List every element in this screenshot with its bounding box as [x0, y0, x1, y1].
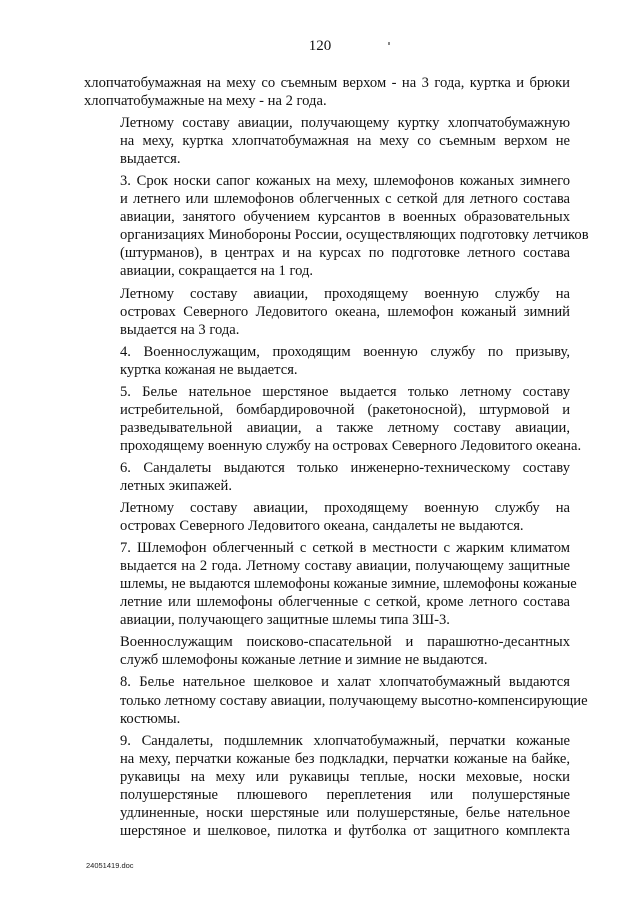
text-line: выдается на 2 года. Летному составу авиации, получающему защитные	[120, 558, 570, 575]
paragraph	[84, 633, 570, 669]
paragraph	[84, 539, 577, 629]
paragraph	[84, 383, 582, 455]
text-line: на меху, перчатки кожаные без подкладки, перчатки кожаные на байке,	[120, 750, 570, 767]
text-line: проходящему военную службу на островах Северного Ледовитого океана.	[120, 437, 582, 454]
text-line: (штурманов), в центрах и на курсах по подготовке летного состава	[120, 245, 570, 262]
text-line: авиации, сокращается на 1 год.	[120, 263, 314, 280]
text-line: только летному составу авиации, получающему высотно-компенсирующие	[120, 692, 588, 709]
paragraph	[84, 732, 570, 840]
paragraph	[84, 114, 570, 168]
text-line: авиации, занятого обучением курсантов в военных образовательных	[120, 209, 570, 226]
paragraph	[84, 499, 570, 535]
text-line: служб шлемофоны кожаные летние и зимние не выдаются.	[120, 652, 488, 669]
text-line: летние или шлемофоны облегченные с сеткой, кроме летного состава	[120, 594, 570, 611]
text-line: островах Северного Ледовитого океана, шлемофон кожаный зимний	[120, 303, 570, 320]
text-line: 5. Белье нательное шерстяное выдается только летному составу	[120, 383, 570, 400]
text-line: выдается на 3 года.	[120, 321, 240, 338]
text-line: выдается.	[120, 151, 181, 168]
footer-filename: 24051419.doc	[86, 861, 134, 870]
text-line: Летному составу авиации, проходящему военную службу на	[120, 285, 570, 302]
paragraph	[84, 74, 570, 110]
text-line: хлопчатобумажные на меху - на 2 года.	[84, 93, 327, 110]
text-line: шлемы, не выдаются шлемофоны кожаные зимние, шлемофоны кожаные	[120, 576, 577, 593]
text-line: Летному составу авиации, получающему куртку хлопчатобумажную	[120, 115, 570, 132]
text-line: организациях Минобороны России, осуществляющих подготовку летчиков	[120, 227, 589, 244]
paragraph	[84, 673, 588, 727]
scan-mark	[388, 42, 390, 45]
text-line: летных экипажей.	[120, 477, 232, 494]
paragraph	[84, 459, 570, 495]
paragraph	[84, 172, 589, 280]
text-line: Военнослужащим поисково-спасательной и парашютно-десантных	[120, 634, 570, 651]
text-line: 3. Срок носки сапог кожаных на меху, шлемофонов кожаных зимнего	[120, 173, 570, 190]
text-line: рукавицы на меху или рукавицы теплые, носки меховые, носки	[120, 768, 570, 785]
text-line: авиации, получающего защитные шлемы типа ЗШ-3.	[120, 612, 450, 629]
text-line: удлиненные, носки шерстяные или полушерстяные, белье нательное	[120, 804, 570, 821]
text-line: и летнего или шлемофонов облегченных с сеткой для летного состава	[120, 191, 570, 208]
text-line: 4. Военнослужащим, проходящим военную службу по призыву,	[120, 343, 570, 360]
text-line: островах Северного Ледовитого океана, сандалеты не выдаются.	[120, 518, 524, 535]
text-line: 6. Сандалеты выдаются только инженерно-техническому составу	[120, 459, 570, 476]
document-body	[84, 74, 589, 844]
text-line: куртка кожаная не выдается.	[120, 361, 298, 378]
text-line: хлопчатобумажная на меху со съемным верхом - на 3 года, куртка и брюки	[84, 75, 570, 91]
text-line: шерстяное и шелковое, пилотка и футболка от защитного комплекта	[120, 822, 570, 839]
text-line: 9. Сандалеты, подшлемник хлопчатобумажный, перчатки кожаные	[120, 732, 570, 749]
text-line: на меху, куртка хлопчатобумажная на меху со съемным верхом не	[120, 133, 570, 150]
paragraph	[84, 343, 570, 379]
text-line: Летному составу авиации, проходящему военную службу на	[120, 500, 570, 517]
text-line: костюмы.	[120, 710, 181, 727]
text-line: полушерстяные плюшевого переплетения или полушерстяные	[120, 786, 570, 803]
paragraph	[84, 285, 570, 339]
text-line: 8. Белье нательное шелковое и халат хлопчатобумажный выдаются	[120, 674, 570, 691]
text-line: 7. Шлемофон облегченный с сеткой в местности с жарким климатом	[120, 540, 570, 557]
text-line: разведывательной авиации, а также летному составу авиации,	[120, 419, 570, 436]
page-number: 120	[308, 38, 332, 54]
text-line: истребительной, бомбардировочной (ракетоносной), штурмовой и	[120, 401, 570, 418]
